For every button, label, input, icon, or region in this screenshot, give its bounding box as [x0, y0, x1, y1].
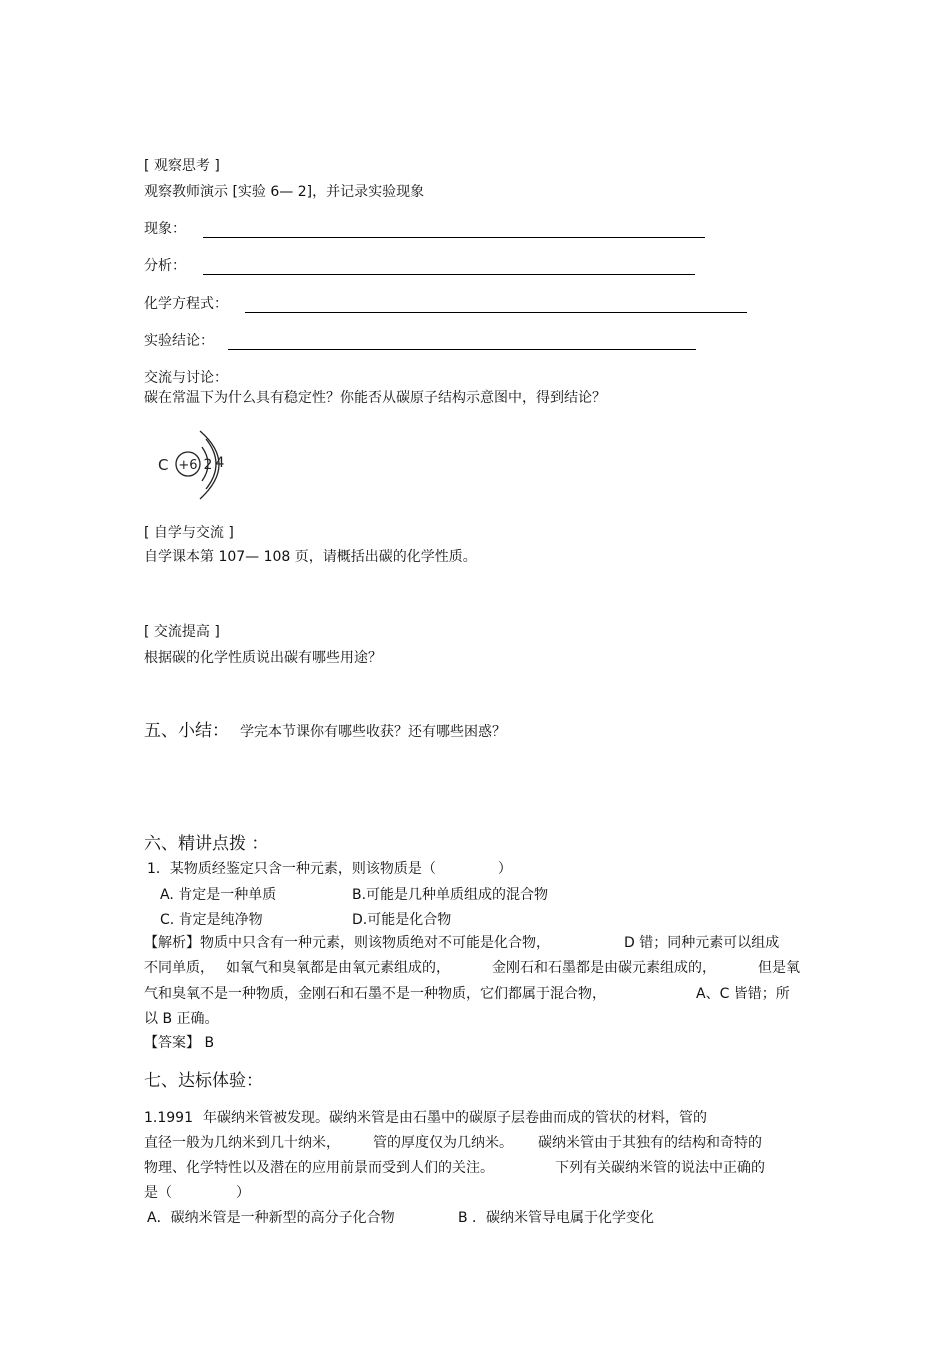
observe-header: [ 观察思考 ] [144, 158, 220, 174]
explanation-2c: 金刚石和石墨都是由碳元素组成的， [492, 960, 716, 976]
conclusion-label: 实验结论： [144, 333, 214, 349]
nucleus-charge: +6 [178, 458, 198, 473]
q7-option-b: B ．碳纳米管导电属于化学变化 [458, 1210, 655, 1226]
explanation-2b: 如氧气和臭氧都是由氧元素组成的， [226, 960, 450, 976]
q7-line4b: ） [236, 1185, 250, 1201]
phenomenon-blank[interactable] [203, 237, 705, 238]
analysis-label: 分析： [144, 258, 186, 274]
q7-line1b: 年碳纳米管被发现。碳纳米管是由石墨中的碳原子层卷曲而成的管状的材料，管的 [203, 1110, 707, 1126]
q1-stem [147, 862, 512, 876]
q1-option-d: D.可能是化合物 [352, 912, 452, 928]
answer: 【答案】 B [144, 1035, 215, 1051]
q1-option-a: A. 肯定是一种单质 [160, 887, 277, 903]
q7-line4a: 是（ [144, 1185, 172, 1201]
q7-line1a: 1.1991 [144, 1110, 193, 1126]
q7-line3a: 物理、化学特性以及潜在的应用前景而受到人们的关注。 [144, 1160, 494, 1176]
summary-text: 学完本节课你有哪些收获？还有哪些困惑？ [240, 724, 506, 740]
equation-label: 化学方程式： [144, 296, 228, 312]
discuss-question: 碳在常温下为什么具有稳定性？你能否从碳原子结构示意图中，得到结论？ [144, 390, 606, 406]
discuss-header: 交流与讨论： [144, 370, 228, 386]
q1-option-b: B.可能是几种单质组成的混合物 [352, 887, 549, 903]
q7-line2a: 直径一般为几纳米到几十纳米， [144, 1135, 340, 1151]
phenomenon-label: 现象： [144, 221, 186, 237]
q1-close: ） [497, 861, 512, 877]
analysis-blank[interactable] [203, 274, 695, 275]
explanation-2d: 但是氧 [758, 960, 800, 976]
explanation-2a: 不同单质， [144, 960, 214, 976]
explanation-1b: D 错；同种元素可以组成 [624, 935, 780, 951]
section6-title: 六、精讲点拨 ： [144, 834, 269, 854]
observe-intro: 观察教师演示 [实验 6— 2]，并记录实验现象 [144, 184, 425, 200]
q7-option-a: A．碳纳米管是一种新型的高分子化合物 [147, 1210, 395, 1226]
selfstudy-text: 自学课本第 107— 108 页，请概括出碳的化学性质。 [144, 549, 477, 565]
explanation-1a: 【解析】物质中只含有一种元素，则该物质绝对不可能是化合物， [144, 935, 550, 951]
conclusion-blank[interactable] [228, 349, 696, 350]
q7-line2b: 管的厚度仅为几纳米。 [373, 1135, 513, 1151]
exchange-text: 根据碳的化学性质说出碳有哪些用途？ [144, 650, 382, 666]
shell1-electrons: 2 [203, 457, 213, 473]
explanation-3b: A、C 皆错；所 [696, 986, 790, 1002]
section7-title: 七、达标体验： [144, 1071, 263, 1091]
shell2-electrons: 4 [215, 455, 225, 471]
summary-title: 五、小结： [144, 721, 229, 741]
carbon-atom-diagram [150, 425, 240, 505]
explanation-4: 以 B 正确。 [144, 1011, 219, 1027]
q7-line2c: 碳纳米管由于其独有的结构和奇特的 [538, 1135, 762, 1151]
equation-blank[interactable] [245, 312, 747, 313]
selfstudy-header: [ 自学与交流 ] [144, 525, 234, 541]
atom-symbol: C [158, 456, 169, 474]
q7-line3b: 下列有关碳纳米管的说法中正确的 [555, 1160, 765, 1176]
q1-option-c: C. 肯定是纯净物 [160, 912, 263, 928]
q1-text: 1．某物质经鉴定只含一种元素，则该物质是（ [147, 861, 436, 877]
exchange-header: [ 交流提高 ] [144, 624, 220, 640]
explanation-3a: 气和臭氧不是一种物质，金刚石和石墨不是一种物质，它们都属于混合物， [144, 986, 606, 1002]
